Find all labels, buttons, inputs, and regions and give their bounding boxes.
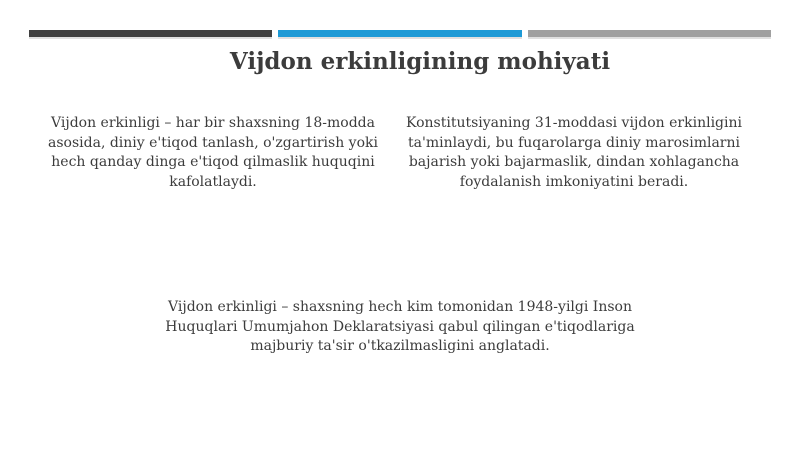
header-bar-gray — [528, 30, 771, 37]
paragraph-right: Konstitutsiyaning 31-moddasi vijdon erkinligini ta'minlaydi, bu fuqarolarga diniy marosimlarni bajarish yoki bajarmaslik, dindan xohlagancha foydalanish imkoniyatini beradi. — [406, 115, 742, 190]
slide-title: Vijdon erkinligining mohiyati — [229, 48, 611, 75]
paragraph-bottom: Vijdon erkinligi – shaxsning hech kim tomonidan 1948-yilgi Inson Huquqlari Umumjahon Deklaratsiyasi qabul qilingan e'tiqodlariga majburiy ta'sir o'tkazilmasligini anglatadi. — [165, 299, 635, 354]
paragraph-left: Vijdon erkinligi – har bir shaxsning 18-modda asosida, diniy e'tiqod tanlash, o'zgartirish yoki hech qanday dinga e'tiqod qilmaslik huquqini kafolatlaydi. — [48, 115, 378, 190]
header-bar-blue — [278, 30, 522, 37]
header-bar-dark — [29, 30, 272, 37]
